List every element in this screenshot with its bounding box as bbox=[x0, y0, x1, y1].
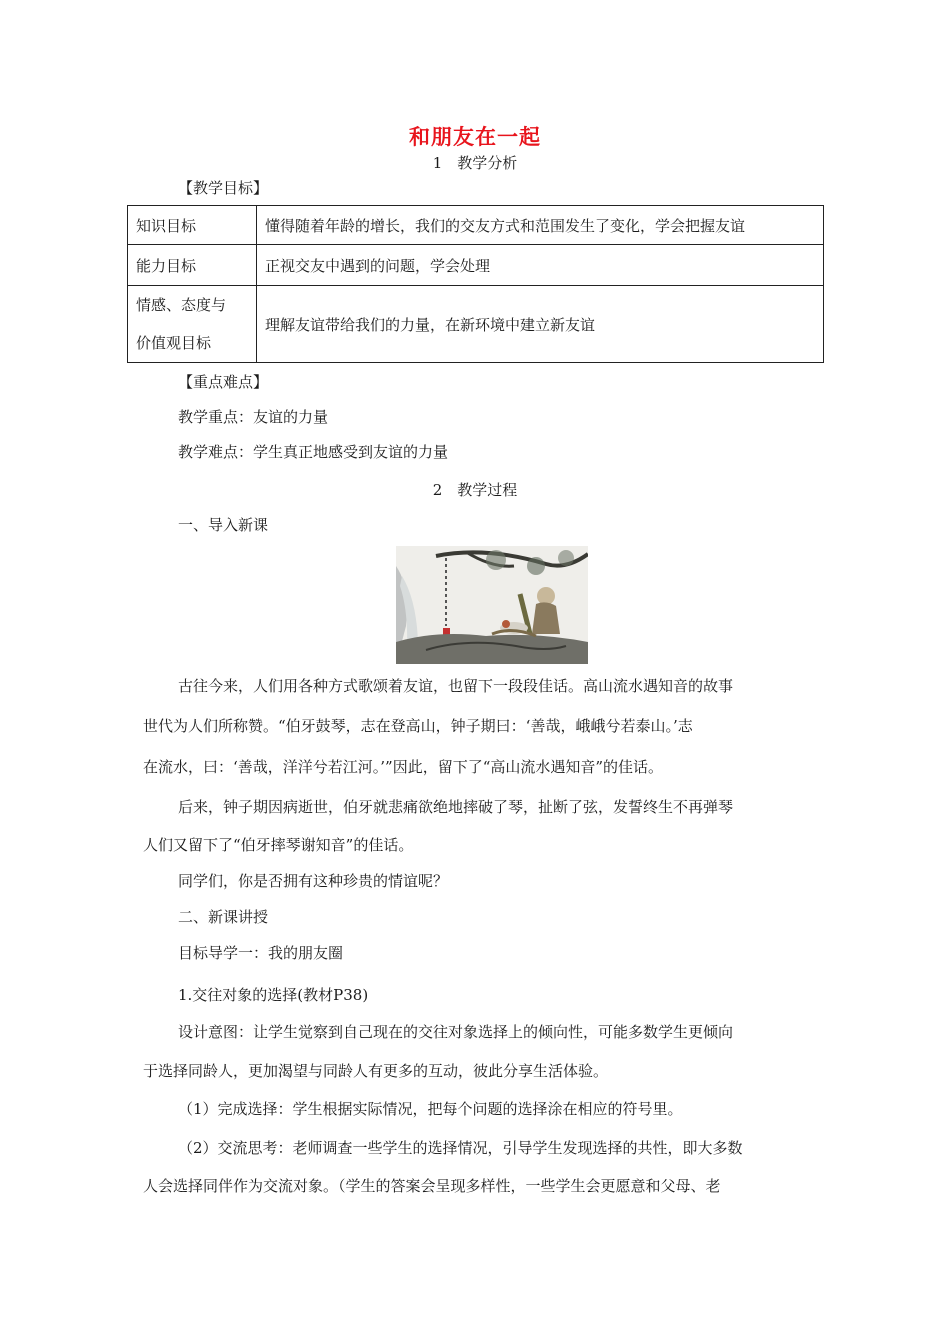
goal-label-knowledge: 知识目标 bbox=[128, 206, 257, 245]
paragraph-line: 于选择同龄人，更加渴望与同龄人有更多的互动，彼此分享生活体验。 bbox=[143, 1062, 609, 1080]
goal-text-knowledge: 懂得随着年龄的增长，我们的交友方式和范围发生了变化，学会把握友谊 bbox=[257, 206, 824, 245]
paragraph-line: 设计意图：让学生觉察到自己现在的交往对象选择上的倾向性，可能多数学生更倾向 bbox=[178, 1023, 734, 1041]
section-heading-analysis: 1 教学分析 bbox=[432, 154, 518, 172]
table-row bbox=[128, 206, 824, 245]
goal-label-ability: 能力目标 bbox=[128, 245, 257, 286]
teaching-goals-table bbox=[127, 205, 824, 363]
part-heading-new-lesson: 二、新课讲授 bbox=[178, 908, 269, 926]
item-heading: 1.交往对象的选择(教材P38) bbox=[178, 986, 369, 1004]
ink-painting-image bbox=[396, 546, 588, 664]
section-heading-process: 2 教学过程 bbox=[432, 481, 518, 499]
paragraph-line: 人们又留下了“伯牙摔琴谢知音”的佳话。 bbox=[143, 836, 414, 854]
paragraph-line: 人会选择同伴作为交流对象。（学生的答案会呈现多样性，一些学生会更愿意和父母、老 bbox=[143, 1177, 721, 1195]
table-row bbox=[128, 245, 824, 286]
difficult-point-text: 教学难点：学生真正地感受到友谊的力量 bbox=[178, 443, 449, 461]
paragraph-line: 世代为人们所称赞。“伯牙鼓琴，志在登高山，钟子期曰：‘善哉，峨峨兮若泰山。’志 bbox=[143, 717, 693, 735]
paragraph-line: 后来，钟子期因病逝世，伯牙就悲痛欲绝地摔破了琴，扯断了弦，发誓终生不再弹琴 bbox=[178, 798, 734, 816]
table-row bbox=[128, 286, 824, 363]
goal-text-emotion: 理解友谊带给我们的力量，在新环境中建立新友谊 bbox=[257, 286, 824, 363]
goal-label-emotion: 情感、态度与 价值观目标 bbox=[128, 286, 257, 363]
paragraph-line: （1）完成选择：学生根据实际情况，把每个问题的选择涂在相应的符号里。 bbox=[178, 1100, 683, 1118]
paragraph-line: 同学们，你是否拥有这种珍贵的情谊呢？ bbox=[178, 872, 449, 890]
key-point-text: 教学重点：友谊的力量 bbox=[178, 408, 329, 426]
target-heading: 目标导学一：我的朋友圈 bbox=[178, 944, 344, 962]
paragraph-line: 在流水，曰：‘善哉，洋洋兮若江河。’”因此，留下了“高山流水遇知音”的佳话。 bbox=[143, 758, 664, 776]
paragraph-line: （2）交流思考：老师调查一些学生的选择情况，引导学生发现选择的共性，即大多数 bbox=[178, 1139, 743, 1157]
key-points-heading: 【重点难点】 bbox=[178, 373, 269, 391]
part-heading-intro: 一、导入新课 bbox=[178, 516, 269, 534]
paragraph-line: 古往今来，人们用各种方式歌颂着友谊，也留下一段段佳话。高山流水遇知音的故事 bbox=[178, 677, 734, 695]
document-title: 和朋友在一起 bbox=[409, 125, 541, 149]
goal-text-ability: 正视交友中遇到的问题，学会处理 bbox=[257, 245, 824, 286]
goals-heading: 【教学目标】 bbox=[178, 179, 269, 197]
